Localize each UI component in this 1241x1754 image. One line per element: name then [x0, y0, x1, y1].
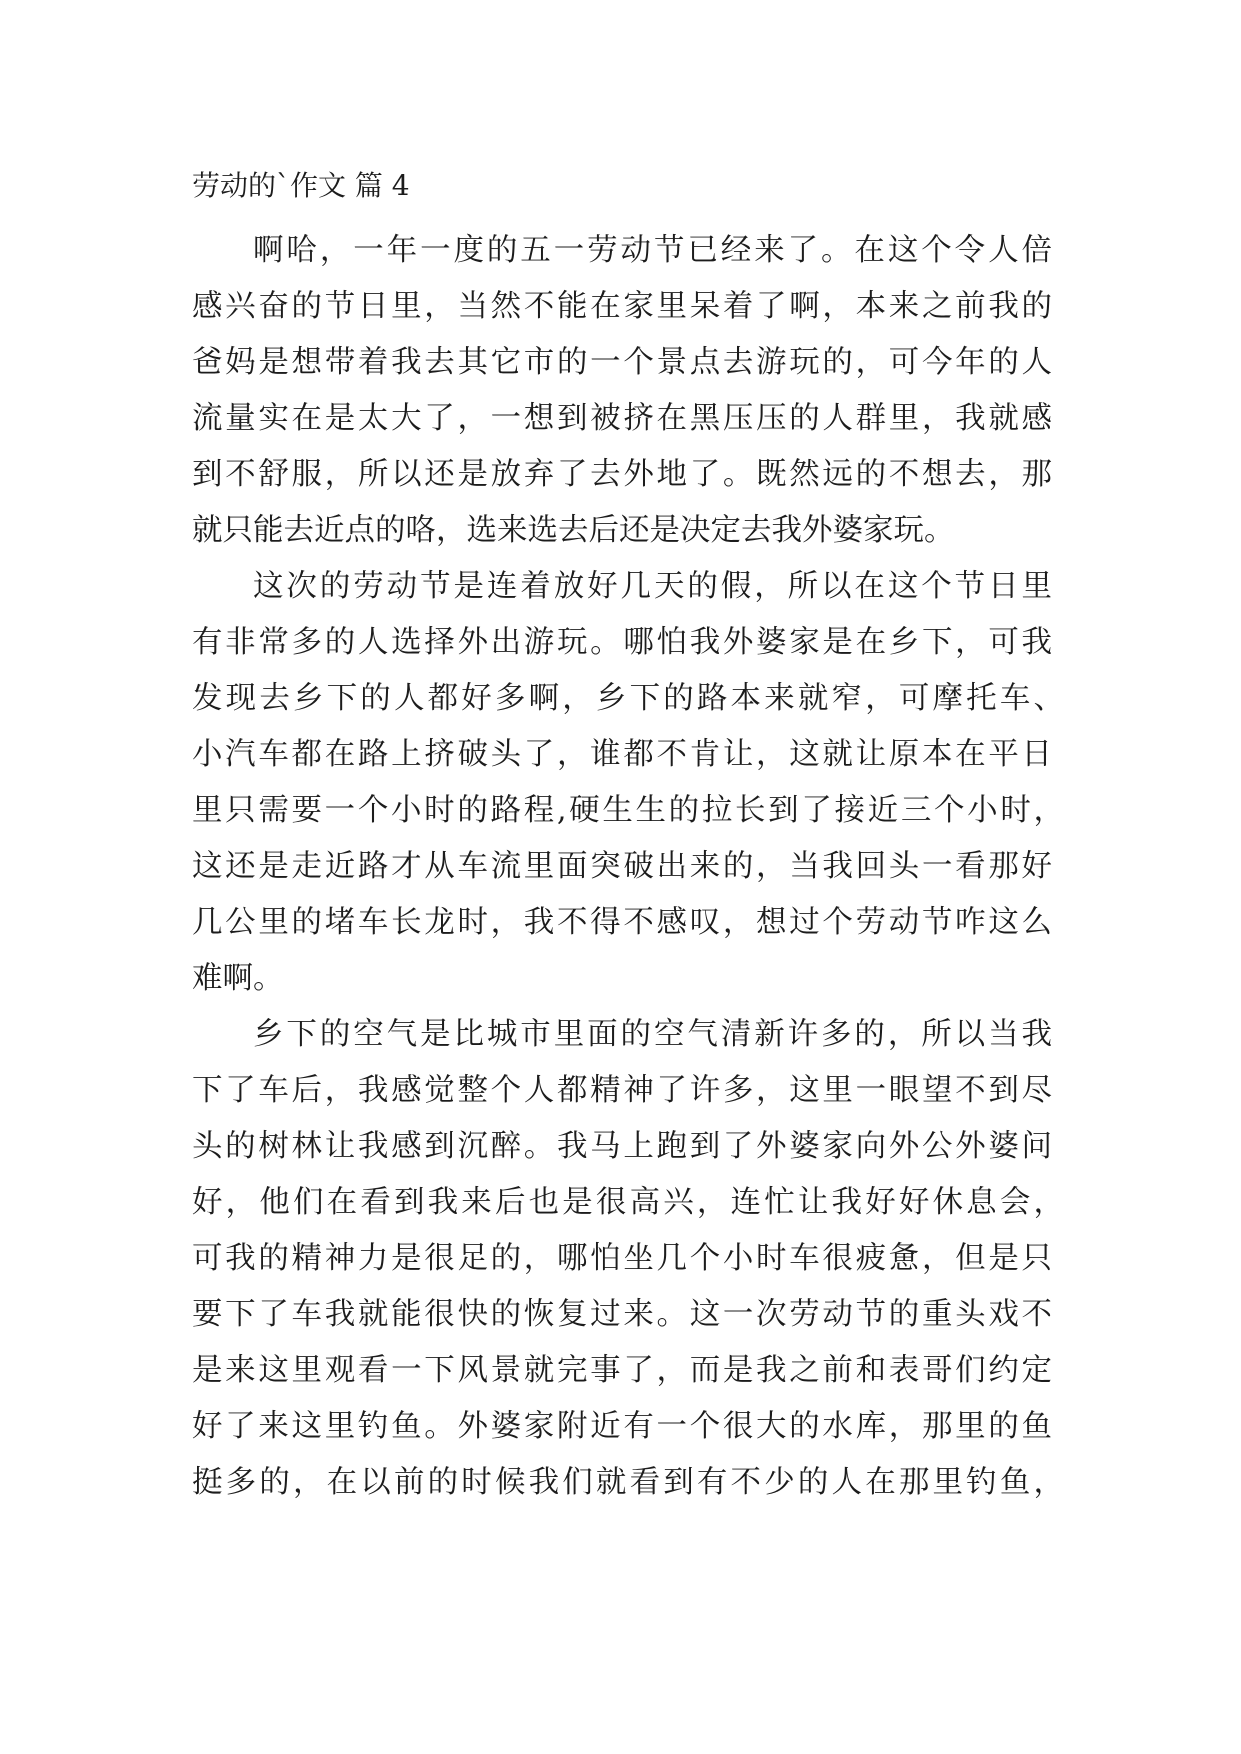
paragraph-line: 里只需要一个小时的路程,硬生生的拉长到了接近三个小时，	[192, 793, 1064, 828]
paragraph-line: 到不舒服，所以还是放弃了去外地了。既然远的不想去，那	[192, 457, 1052, 492]
paragraph-line: 乡下的空气是比城市里面的空气清新许多的，所以当我	[253, 1017, 1052, 1052]
paragraph-line: 几公里的堵车长龙时，我不得不感叹，想过个劳动节咋这么	[192, 905, 1052, 940]
paragraph-line: 有非常多的人选择外出游玩。哪怕我外婆家是在乡下，可我	[192, 625, 1052, 660]
paragraph-line: 好了来这里钓鱼。外婆家附近有一个很大的水库，那里的鱼	[192, 1409, 1052, 1444]
paragraph-line: 下了车后，我感觉整个人都精神了许多，这里一眼望不到尽	[192, 1073, 1052, 1108]
paragraph-line: 难啊。	[192, 961, 284, 996]
paragraph-line: 好，他们在看到我来后也是很高兴，连忙让我好好休息会，	[192, 1185, 1064, 1220]
paragraph-line: 头的树林让我感到沉醉。我马上跑到了外婆家向外公外婆问	[192, 1129, 1052, 1164]
section-heading: 劳动的`作文 篇 4	[192, 169, 410, 202]
paragraph-line: 挺多的，在以前的时候我们就看到有不少的人在那里钓鱼，	[192, 1465, 1064, 1500]
paragraph-line: 流量实在是太大了，一想到被挤在黑压压的人群里，我就感	[192, 401, 1052, 436]
paragraph-line: 发现去乡下的人都好多啊，乡下的路本来就窄，可摩托车、	[192, 681, 1064, 716]
paragraph-line: 啊哈，一年一度的五一劳动节已经来了。在这个令人倍	[253, 233, 1052, 268]
paragraph-line: 要下了车我就能很快的恢复过来。这一次劳动节的重头戏不	[192, 1297, 1052, 1332]
paragraph-line: 小汽车都在路上挤破头了，谁都不肯让，这就让原本在平日	[192, 737, 1052, 772]
paragraph-line: 感兴奋的节日里，当然不能在家里呆着了啊，本来之前我的	[192, 289, 1052, 324]
paragraph-line: 这次的劳动节是连着放好几天的假，所以在这个节日里	[253, 569, 1052, 604]
paragraph-line: 可我的精神力是很足的，哪怕坐几个小时车很疲惫，但是只	[192, 1241, 1052, 1276]
paragraph-line: 就只能去近点的咯，选来选去后还是决定去我外婆家玩。	[192, 513, 955, 548]
paragraph-line: 爸妈是想带着我去其它市的一个景点去游玩的，可今年的人	[192, 345, 1052, 380]
paragraph-line: 这还是走近路才从车流里面突破出来的，当我回头一看那好	[192, 849, 1052, 884]
paragraph-line: 是来这里观看一下风景就完事了，而是我之前和表哥们约定	[192, 1353, 1052, 1388]
